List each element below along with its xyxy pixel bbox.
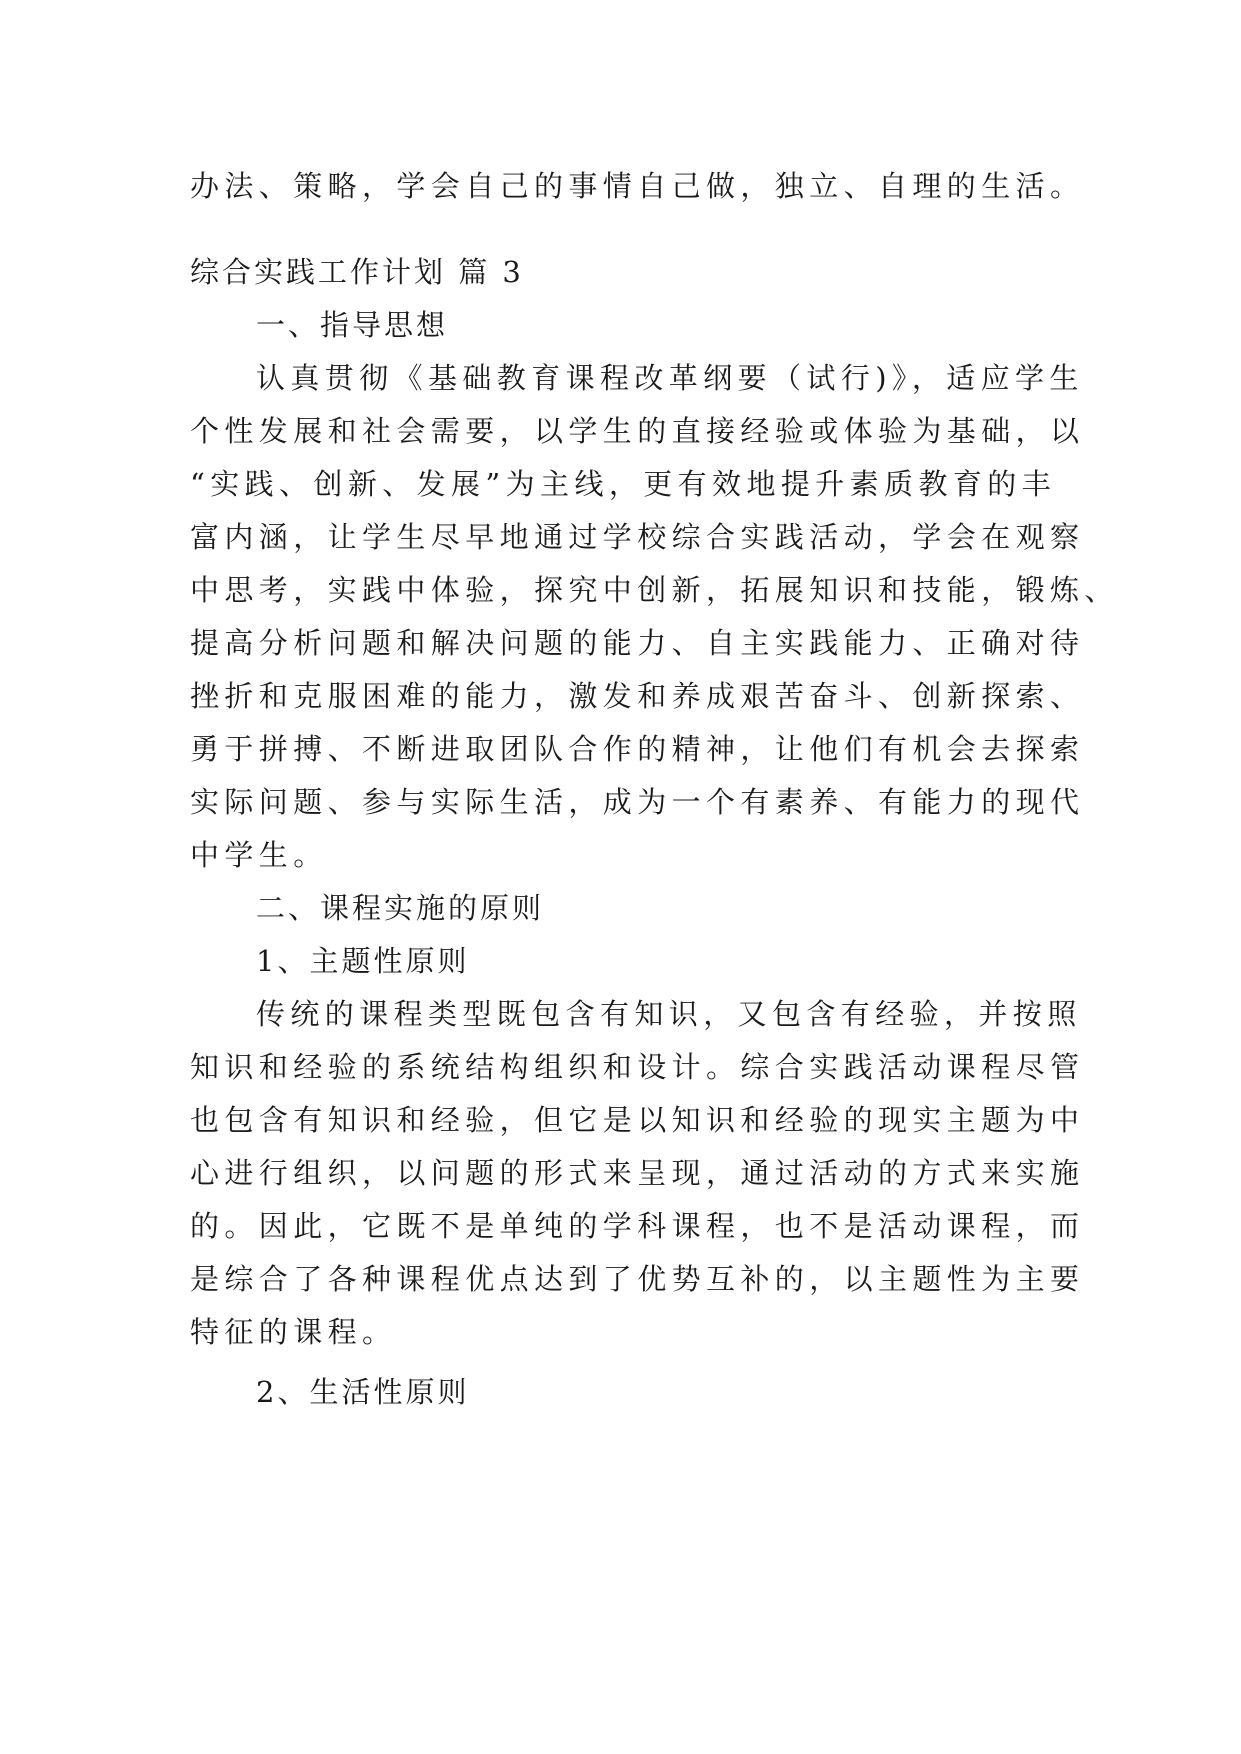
paragraph-line: 实际问题、参与实际生活，成为一个有素养、有能力的现代 xyxy=(190,785,1085,819)
heading-implementation-principles: 二、课程实施的原则 xyxy=(256,891,545,925)
paragraph-line: 知识和经验的系统结构组织和设计。综合实践活动课程尽管 xyxy=(190,1050,1085,1084)
paragraph-line: 是综合了各种课程优点达到了优势互补的，以主题性为主要 xyxy=(190,1262,1085,1296)
section-title: 综合实践工作计划 篇 3 xyxy=(190,255,524,289)
heading-guiding-ideology: 一、指导思想 xyxy=(256,308,449,342)
paragraph-line: 提高分析问题和解决问题的能力、自主实践能力、正确对待 xyxy=(190,626,1085,660)
heading-thematic-principle: 1、主题性原则 xyxy=(256,944,470,978)
paragraph-line: 挫折和克服困难的能力，激发和养成艰苦奋斗、创新探索、 xyxy=(190,679,1085,713)
paragraph-line: 办法、策略，学会自己的事情自己做，独立、自理的生活。 xyxy=(190,169,1085,203)
heading-life-principle: 2、生活性原则 xyxy=(256,1375,470,1409)
paragraph-line: “实践、创新、发展”为主线，更有效地提升素质教育的丰 xyxy=(190,467,1057,501)
paragraph-line: 勇于拼搏、不断进取团队合作的精神，让他们有机会去探索 xyxy=(190,732,1085,766)
paragraph-line: 心进行组织，以问题的形式来呈现，通过活动的方式来实施 xyxy=(190,1156,1085,1190)
paragraph-line: 中学生。 xyxy=(190,838,328,872)
paragraph-line: 富内涵，让学生尽早地通过学校综合实践活动，学会在观察 xyxy=(190,520,1085,554)
paragraph-line: 中思考，实践中体验，探究中创新，拓展知识和技能，锻炼、 xyxy=(190,573,1119,607)
paragraph-line: 个性发展和社会需要，以学生的直接经验或体验为基础，以 xyxy=(190,414,1085,448)
paragraph-line: 特征的课程。 xyxy=(190,1315,397,1349)
paragraph-line: 认真贯彻《基础教育课程改革纲要（试行)》，适应学生 xyxy=(256,361,1084,395)
paragraph-line: 也包含有知识和经验，但它是以知识和经验的现实主题为中 xyxy=(190,1103,1085,1137)
paragraph-line: 的。因此，它既不是单纯的学科课程，也不是活动课程，而 xyxy=(190,1209,1085,1243)
paragraph-line: 传统的课程类型既包含有知识，又包含有经验，并按照 xyxy=(256,997,1082,1031)
